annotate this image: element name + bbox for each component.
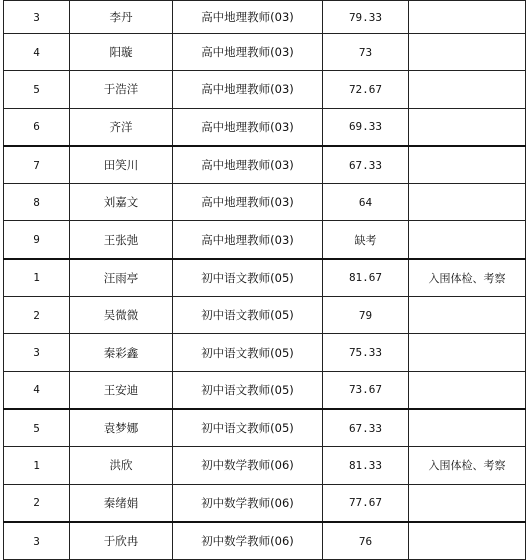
rank-cell: 7 bbox=[4, 146, 70, 184]
name-cell: 王安迪 bbox=[70, 371, 173, 409]
rank-cell: 2 bbox=[4, 297, 70, 334]
rank-cell: 4 bbox=[4, 371, 70, 409]
position-cell: 高中地理教师(03) bbox=[173, 184, 323, 221]
position-cell: 高中地理教师(03) bbox=[173, 108, 323, 146]
rank-cell: 3 bbox=[4, 522, 70, 560]
position-cell: 高中地理教师(03) bbox=[173, 1, 323, 34]
position-cell: 初中数学教师(06) bbox=[173, 484, 323, 522]
table-row bbox=[4, 522, 526, 560]
name-cell: 洪欣 bbox=[70, 447, 173, 484]
name-cell: 阳璇 bbox=[70, 34, 173, 71]
rank-cell: 9 bbox=[4, 221, 70, 259]
rank-cell: 6 bbox=[4, 108, 70, 146]
table-row bbox=[4, 334, 526, 371]
score-cell: 75.33 bbox=[323, 334, 409, 371]
table-row bbox=[4, 184, 526, 221]
name-cell: 秦彩鑫 bbox=[70, 334, 173, 371]
score-cell: 67.33 bbox=[323, 146, 409, 184]
note-cell bbox=[409, 71, 526, 108]
position-cell: 初中语文教师(05) bbox=[173, 334, 323, 371]
score-cell: 81.67 bbox=[323, 259, 409, 297]
position-cell: 高中地理教师(03) bbox=[173, 71, 323, 108]
name-cell: 袁梦娜 bbox=[70, 409, 173, 447]
note-cell: 入围体检、考察 bbox=[409, 259, 526, 297]
rank-cell: 5 bbox=[4, 71, 70, 108]
note-cell: 入围体检、考察 bbox=[409, 447, 526, 484]
score-cell: 76 bbox=[323, 522, 409, 560]
note-cell bbox=[409, 184, 526, 221]
name-cell: 齐洋 bbox=[70, 108, 173, 146]
table-row bbox=[4, 1, 526, 34]
position-cell: 初中语文教师(05) bbox=[173, 371, 323, 409]
position-cell: 初中数学教师(06) bbox=[173, 522, 323, 560]
table-row bbox=[4, 108, 526, 146]
note-cell bbox=[409, 297, 526, 334]
rank-cell: 1 bbox=[4, 259, 70, 297]
score-cell: 64 bbox=[323, 184, 409, 221]
note-cell bbox=[409, 371, 526, 409]
name-cell: 于欣冉 bbox=[70, 522, 173, 560]
position-cell: 初中语文教师(05) bbox=[173, 297, 323, 334]
table-row bbox=[4, 34, 526, 71]
table-row bbox=[4, 447, 526, 484]
name-cell: 于浩洋 bbox=[70, 71, 173, 108]
note-cell bbox=[409, 484, 526, 522]
score-table-container bbox=[3, 0, 525, 560]
rank-cell: 8 bbox=[4, 184, 70, 221]
score-cell: 73.67 bbox=[323, 371, 409, 409]
name-cell: 李丹 bbox=[70, 1, 173, 34]
name-cell: 吴微微 bbox=[70, 297, 173, 334]
score-cell: 81.33 bbox=[323, 447, 409, 484]
note-cell bbox=[409, 522, 526, 560]
rank-cell: 1 bbox=[4, 447, 70, 484]
position-cell: 初中语文教师(05) bbox=[173, 409, 323, 447]
position-cell: 初中数学教师(06) bbox=[173, 447, 323, 484]
score-cell: 73 bbox=[323, 34, 409, 71]
score-cell: 79.33 bbox=[323, 1, 409, 34]
table-row bbox=[4, 297, 526, 334]
note-cell bbox=[409, 34, 526, 71]
note-cell bbox=[409, 221, 526, 259]
note-cell bbox=[409, 1, 526, 34]
position-cell: 高中地理教师(03) bbox=[173, 34, 323, 71]
note-cell bbox=[409, 146, 526, 184]
position-cell: 高中地理教师(03) bbox=[173, 146, 323, 184]
score-cell: 缺考 bbox=[323, 221, 409, 259]
name-cell: 田笑川 bbox=[70, 146, 173, 184]
score-cell: 67.33 bbox=[323, 409, 409, 447]
rank-cell: 2 bbox=[4, 484, 70, 522]
score-cell: 79 bbox=[323, 297, 409, 334]
name-cell: 刘嘉文 bbox=[70, 184, 173, 221]
position-cell: 初中语文教师(05) bbox=[173, 259, 323, 297]
rank-cell: 3 bbox=[4, 334, 70, 371]
note-cell bbox=[409, 409, 526, 447]
score-cell: 69.33 bbox=[323, 108, 409, 146]
score-cell: 77.67 bbox=[323, 484, 409, 522]
rank-cell: 3 bbox=[4, 1, 70, 34]
table-row bbox=[4, 409, 526, 447]
table-row bbox=[4, 221, 526, 259]
score-table bbox=[3, 0, 526, 560]
name-cell: 王张弛 bbox=[70, 221, 173, 259]
position-cell: 高中地理教师(03) bbox=[173, 221, 323, 259]
table-row bbox=[4, 146, 526, 184]
name-cell: 秦绪娟 bbox=[70, 484, 173, 522]
table-row bbox=[4, 371, 526, 409]
name-cell: 汪雨亭 bbox=[70, 259, 173, 297]
table-row bbox=[4, 259, 526, 297]
note-cell bbox=[409, 108, 526, 146]
rank-cell: 4 bbox=[4, 34, 70, 71]
score-cell: 72.67 bbox=[323, 71, 409, 108]
rank-cell: 5 bbox=[4, 409, 70, 447]
table-row bbox=[4, 71, 526, 108]
table-row bbox=[4, 484, 526, 522]
note-cell bbox=[409, 334, 526, 371]
